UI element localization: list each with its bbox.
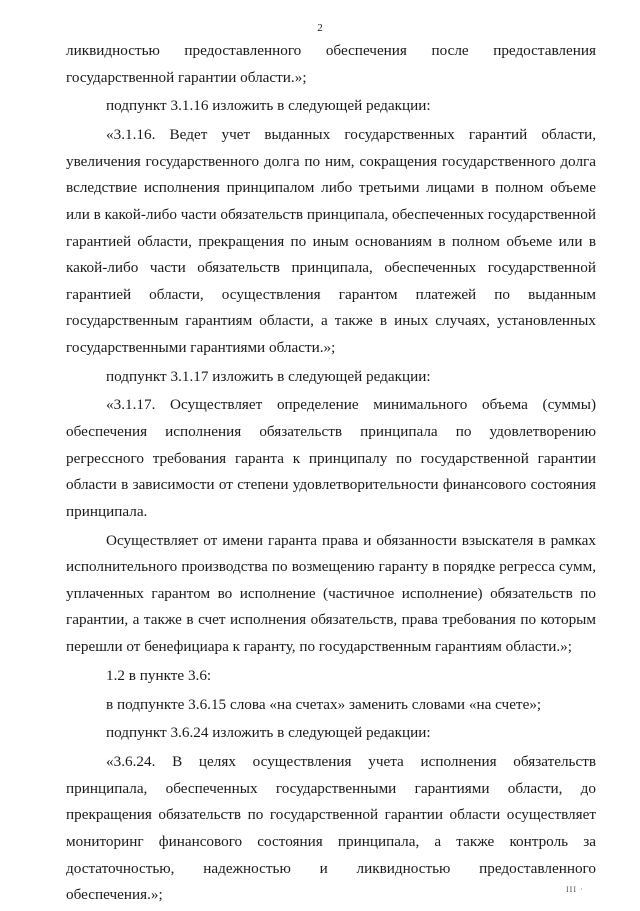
scan-mark: III · xyxy=(566,885,584,894)
paragraph-item-1-2: 1.2 в пункте 3.6: xyxy=(106,666,212,684)
paragraph-clause-3-1-17-continued: Осуществляет от имени гаранта права и обязанности взыскателя в рамках исполнительного производства по возмещению гаранту в порядке регресса сумм, уплаченных гарантом во исполнение (частичное исполнение) обязательств по гарантии, а также в счет исполнения обязательств, права требования по которым перешли от бенефициара к гаранту, по государственным гарантиям области.»; xyxy=(66,531,596,655)
paragraph-amend-3-6-15: в подпункте 3.6.15 слова «на счетах» заменить словами «на счете»; xyxy=(106,695,542,713)
paragraph-clause-3-1-16: «3.1.16. Ведет учет выданных государственных гарантий области, увеличения государственного долга по ним, сокращения государственного долга вследствие исполнения принципалом либо третьими лицами в полном объеме или в какой-либо части обязательств принципала, обеспеченных государственной гарантией области, прекращения по иным основаниям в полном объеме или в какой-либо части обязательств принципала, обеспеченных государственной гарантией области, осуществления гарантом платежей по выданным государственным гарантиям области, а также в иных случаях, установленных государственными гарантиями области.»; xyxy=(66,126,596,356)
document-body xyxy=(66,38,596,911)
paragraph-instruction-3-6-24: подпункт 3.6.24 изложить в следующей редакции: xyxy=(106,724,431,742)
paragraph-clause-3-6-24: «3.6.24. В целях осуществления учета исполнения обязательств принципала, обеспеченных государственными гарантиями области, до прекращения обязательств по государственной гарантии области осуществляет мониторинг финансового состояния принципала, а также контроль за достаточностью, надежностью и ликвидностью предоставленного обеспечения.»; xyxy=(66,753,596,904)
paragraph-continuation: ликвидностью предоставленного обеспечения после предоставления государственной гарантии области.»; xyxy=(66,42,596,86)
paragraph-instruction-3-1-16: подпункт 3.1.16 изложить в следующей редакции: xyxy=(106,97,431,115)
paragraph-clause-3-1-17: «3.1.17. Осуществляет определение минимального объема (суммы) обеспечения исполнения обязательств принципала по удовлетворению регрессного требования гаранта к принципалу по государственной гарантии области в зависимости от степени удовлетворительности финансового состояния принципала. xyxy=(66,396,596,520)
page-number: 2 xyxy=(317,22,323,34)
paragraph-instruction-3-1-17: подпункт 3.1.17 изложить в следующей редакции: xyxy=(106,367,431,385)
